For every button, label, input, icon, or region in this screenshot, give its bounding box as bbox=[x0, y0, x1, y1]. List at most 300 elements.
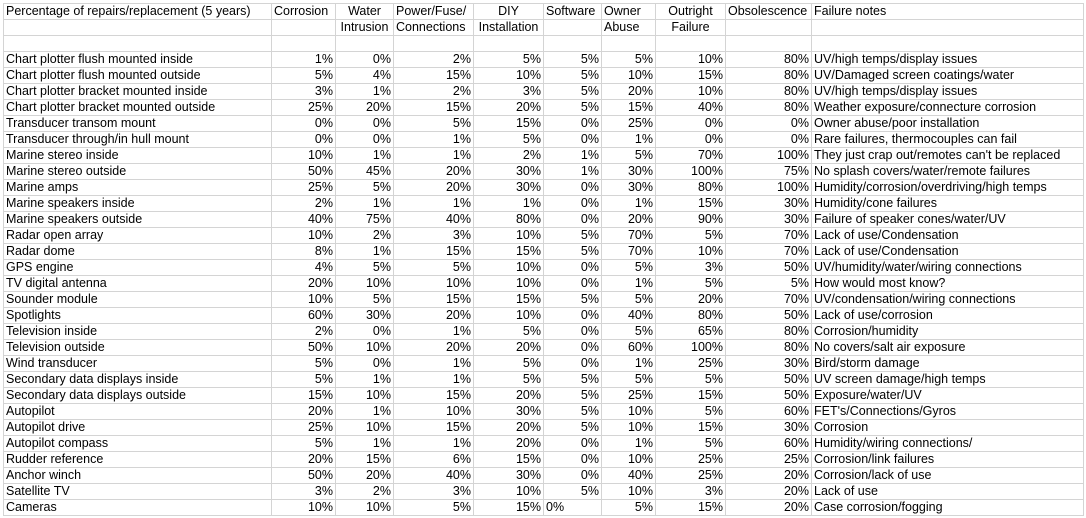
obsolescence-cell[interactable]: 30% bbox=[726, 356, 812, 372]
water-intrusion-cell[interactable]: 5% bbox=[336, 260, 394, 276]
empty-cell[interactable] bbox=[336, 36, 394, 52]
water-intrusion-cell[interactable]: 20% bbox=[336, 100, 394, 116]
corrosion-cell[interactable]: 5% bbox=[272, 372, 336, 388]
power-connections-cell[interactable]: 3% bbox=[394, 228, 474, 244]
software-cell[interactable]: 5% bbox=[544, 420, 602, 436]
corrosion-cell[interactable]: 10% bbox=[272, 292, 336, 308]
power-connections-cell[interactable]: 5% bbox=[394, 116, 474, 132]
failure-notes-cell[interactable]: How would most know? bbox=[812, 276, 1084, 292]
obsolescence-cell[interactable]: 80% bbox=[726, 324, 812, 340]
outright-failure-cell[interactable]: 5% bbox=[656, 372, 726, 388]
outright-failure-cell[interactable]: 3% bbox=[656, 260, 726, 276]
software-cell[interactable]: 0% bbox=[544, 212, 602, 228]
software-cell[interactable]: 0% bbox=[544, 308, 602, 324]
corrosion-cell[interactable]: 1% bbox=[272, 52, 336, 68]
corrosion-cell[interactable]: 10% bbox=[272, 228, 336, 244]
obsolescence-cell[interactable]: 70% bbox=[726, 228, 812, 244]
water-intrusion-cell[interactable]: 10% bbox=[336, 340, 394, 356]
water-intrusion-cell[interactable]: 0% bbox=[336, 324, 394, 340]
corrosion-cell[interactable]: 10% bbox=[272, 148, 336, 164]
diy-installation-cell[interactable]: 10% bbox=[474, 260, 544, 276]
water-intrusion-cell[interactable]: 5% bbox=[336, 292, 394, 308]
software-cell[interactable]: 0% bbox=[544, 356, 602, 372]
corrosion-cell[interactable]: 3% bbox=[272, 84, 336, 100]
outright-failure-cell[interactable]: 0% bbox=[656, 132, 726, 148]
outright-failure-cell[interactable]: 5% bbox=[656, 276, 726, 292]
outright-failure-cell[interactable]: 100% bbox=[656, 340, 726, 356]
owner-abuse-cell[interactable]: 5% bbox=[602, 260, 656, 276]
obsolescence-cell[interactable]: 30% bbox=[726, 420, 812, 436]
water-intrusion-cell[interactable]: 45% bbox=[336, 164, 394, 180]
header-item[interactable]: Percentage of repairs/replacement (5 years) bbox=[4, 4, 272, 20]
diy-installation-cell[interactable]: 15% bbox=[474, 500, 544, 516]
software-cell[interactable]: 0% bbox=[544, 196, 602, 212]
obsolescence-cell[interactable]: 0% bbox=[726, 132, 812, 148]
empty-cell[interactable] bbox=[726, 36, 812, 52]
diy-installation-cell[interactable]: 10% bbox=[474, 228, 544, 244]
corrosion-cell[interactable]: 15% bbox=[272, 388, 336, 404]
owner-abuse-cell[interactable]: 5% bbox=[602, 372, 656, 388]
power-connections-cell[interactable]: 5% bbox=[394, 500, 474, 516]
item-cell[interactable]: Chart plotter flush mounted outside bbox=[4, 68, 272, 84]
item-cell[interactable]: Marine amps bbox=[4, 180, 272, 196]
owner-abuse-cell[interactable]: 10% bbox=[602, 68, 656, 84]
diy-installation-cell[interactable]: 15% bbox=[474, 452, 544, 468]
diy-installation-cell[interactable]: 15% bbox=[474, 116, 544, 132]
corrosion-cell[interactable]: 10% bbox=[272, 500, 336, 516]
diy-installation-cell[interactable]: 20% bbox=[474, 340, 544, 356]
power-connections-cell[interactable]: 40% bbox=[394, 468, 474, 484]
power-connections-cell[interactable]: 6% bbox=[394, 452, 474, 468]
software-cell[interactable]: 0% bbox=[544, 180, 602, 196]
failure-notes-cell[interactable]: Corrosion/lack of use bbox=[812, 468, 1084, 484]
header-cell[interactable] bbox=[726, 20, 812, 36]
water-intrusion-cell[interactable]: 1% bbox=[336, 84, 394, 100]
water-intrusion-cell[interactable]: 5% bbox=[336, 180, 394, 196]
corrosion-cell[interactable]: 2% bbox=[272, 324, 336, 340]
header-cell[interactable] bbox=[812, 20, 1084, 36]
obsolescence-cell[interactable]: 50% bbox=[726, 388, 812, 404]
empty-cell[interactable] bbox=[394, 36, 474, 52]
power-connections-cell[interactable]: 1% bbox=[394, 436, 474, 452]
obsolescence-cell[interactable]: 30% bbox=[726, 212, 812, 228]
diy-installation-cell[interactable]: 10% bbox=[474, 484, 544, 500]
owner-abuse-cell[interactable]: 25% bbox=[602, 388, 656, 404]
obsolescence-cell[interactable]: 80% bbox=[726, 100, 812, 116]
corrosion-cell[interactable]: 50% bbox=[272, 468, 336, 484]
software-cell[interactable]: 5% bbox=[544, 484, 602, 500]
software-cell[interactable]: 5% bbox=[544, 68, 602, 84]
water-intrusion-cell[interactable]: 10% bbox=[336, 276, 394, 292]
outright-failure-cell[interactable]: 15% bbox=[656, 68, 726, 84]
software-cell[interactable]: 5% bbox=[544, 388, 602, 404]
failure-notes-cell[interactable]: Exposure/water/UV bbox=[812, 388, 1084, 404]
corrosion-cell[interactable]: 0% bbox=[272, 132, 336, 148]
power-connections-cell[interactable]: 15% bbox=[394, 420, 474, 436]
power-connections-cell[interactable]: 15% bbox=[394, 388, 474, 404]
header-diy-2[interactable]: Installation bbox=[474, 20, 544, 36]
diy-installation-cell[interactable]: 20% bbox=[474, 420, 544, 436]
owner-abuse-cell[interactable]: 10% bbox=[602, 452, 656, 468]
failure-notes-cell[interactable]: UV/Damaged screen coatings/water bbox=[812, 68, 1084, 84]
software-cell[interactable]: 5% bbox=[544, 84, 602, 100]
item-cell[interactable]: Marine stereo inside bbox=[4, 148, 272, 164]
header-obsolescence[interactable]: Obsolescence bbox=[726, 4, 812, 20]
corrosion-cell[interactable]: 3% bbox=[272, 484, 336, 500]
owner-abuse-cell[interactable]: 15% bbox=[602, 100, 656, 116]
corrosion-cell[interactable]: 25% bbox=[272, 100, 336, 116]
item-cell[interactable]: Autopilot compass bbox=[4, 436, 272, 452]
header-outright-2[interactable]: Failure bbox=[656, 20, 726, 36]
outright-failure-cell[interactable]: 100% bbox=[656, 164, 726, 180]
owner-abuse-cell[interactable]: 10% bbox=[602, 420, 656, 436]
power-connections-cell[interactable]: 1% bbox=[394, 356, 474, 372]
obsolescence-cell[interactable]: 60% bbox=[726, 404, 812, 420]
header-diy[interactable]: DIY bbox=[474, 4, 544, 20]
corrosion-cell[interactable]: 50% bbox=[272, 164, 336, 180]
power-connections-cell[interactable]: 5% bbox=[394, 260, 474, 276]
diy-installation-cell[interactable]: 30% bbox=[474, 164, 544, 180]
obsolescence-cell[interactable]: 75% bbox=[726, 164, 812, 180]
header-water[interactable]: Water bbox=[336, 4, 394, 20]
software-cell[interactable]: 0% bbox=[544, 436, 602, 452]
power-connections-cell[interactable]: 15% bbox=[394, 68, 474, 84]
obsolescence-cell[interactable]: 100% bbox=[726, 180, 812, 196]
empty-cell[interactable] bbox=[4, 36, 272, 52]
water-intrusion-cell[interactable]: 0% bbox=[336, 356, 394, 372]
water-intrusion-cell[interactable]: 10% bbox=[336, 388, 394, 404]
software-cell[interactable]: 1% bbox=[544, 148, 602, 164]
empty-cell[interactable] bbox=[272, 36, 336, 52]
water-intrusion-cell[interactable]: 10% bbox=[336, 420, 394, 436]
owner-abuse-cell[interactable]: 10% bbox=[602, 404, 656, 420]
outright-failure-cell[interactable]: 25% bbox=[656, 356, 726, 372]
water-intrusion-cell[interactable]: 2% bbox=[336, 484, 394, 500]
empty-cell[interactable] bbox=[656, 36, 726, 52]
corrosion-cell[interactable]: 2% bbox=[272, 196, 336, 212]
owner-abuse-cell[interactable]: 60% bbox=[602, 340, 656, 356]
failure-notes-cell[interactable]: Humidity/wiring connections/ bbox=[812, 436, 1084, 452]
corrosion-cell[interactable]: 20% bbox=[272, 452, 336, 468]
empty-cell[interactable] bbox=[474, 36, 544, 52]
power-connections-cell[interactable]: 20% bbox=[394, 180, 474, 196]
empty-cell[interactable] bbox=[602, 36, 656, 52]
corrosion-cell[interactable]: 5% bbox=[272, 68, 336, 84]
item-cell[interactable]: Sounder module bbox=[4, 292, 272, 308]
obsolescence-cell[interactable]: 50% bbox=[726, 260, 812, 276]
software-cell[interactable]: 5% bbox=[544, 372, 602, 388]
outright-failure-cell[interactable]: 15% bbox=[656, 196, 726, 212]
failure-notes-cell[interactable]: Case corrosion/fogging bbox=[812, 500, 1084, 516]
water-intrusion-cell[interactable]: 30% bbox=[336, 308, 394, 324]
header-cell[interactable] bbox=[4, 20, 272, 36]
diy-installation-cell[interactable]: 20% bbox=[474, 436, 544, 452]
owner-abuse-cell[interactable]: 1% bbox=[602, 196, 656, 212]
obsolescence-cell[interactable]: 20% bbox=[726, 468, 812, 484]
failure-notes-cell[interactable]: They just crap out/remotes can't be replaced bbox=[812, 148, 1084, 164]
owner-abuse-cell[interactable]: 1% bbox=[602, 132, 656, 148]
item-cell[interactable]: Secondary data displays outside bbox=[4, 388, 272, 404]
water-intrusion-cell[interactable]: 0% bbox=[336, 132, 394, 148]
water-intrusion-cell[interactable]: 2% bbox=[336, 228, 394, 244]
corrosion-cell[interactable]: 20% bbox=[272, 276, 336, 292]
header-power-2[interactable]: Connections bbox=[394, 20, 474, 36]
owner-abuse-cell[interactable]: 40% bbox=[602, 308, 656, 324]
item-cell[interactable]: Television inside bbox=[4, 324, 272, 340]
outright-failure-cell[interactable]: 80% bbox=[656, 308, 726, 324]
outright-failure-cell[interactable]: 15% bbox=[656, 388, 726, 404]
diy-installation-cell[interactable]: 1% bbox=[474, 196, 544, 212]
diy-installation-cell[interactable]: 15% bbox=[474, 244, 544, 260]
failure-notes-cell[interactable]: Weather exposure/connecture corrosion bbox=[812, 100, 1084, 116]
outright-failure-cell[interactable]: 3% bbox=[656, 484, 726, 500]
power-connections-cell[interactable]: 15% bbox=[394, 100, 474, 116]
power-connections-cell[interactable]: 20% bbox=[394, 308, 474, 324]
header-outright[interactable]: Outright bbox=[656, 4, 726, 20]
item-cell[interactable]: Autopilot drive bbox=[4, 420, 272, 436]
item-cell[interactable]: Marine stereo outside bbox=[4, 164, 272, 180]
corrosion-cell[interactable]: 25% bbox=[272, 180, 336, 196]
obsolescence-cell[interactable]: 50% bbox=[726, 308, 812, 324]
software-cell[interactable]: 0% bbox=[544, 452, 602, 468]
item-cell[interactable]: Radar dome bbox=[4, 244, 272, 260]
water-intrusion-cell[interactable]: 15% bbox=[336, 452, 394, 468]
corrosion-cell[interactable]: 20% bbox=[272, 404, 336, 420]
diy-installation-cell[interactable]: 15% bbox=[474, 292, 544, 308]
software-cell[interactable]: 0% bbox=[544, 132, 602, 148]
failure-notes-cell[interactable]: UV screen damage/high temps bbox=[812, 372, 1084, 388]
corrosion-cell[interactable]: 60% bbox=[272, 308, 336, 324]
water-intrusion-cell[interactable]: 1% bbox=[336, 148, 394, 164]
software-cell[interactable]: 5% bbox=[544, 52, 602, 68]
obsolescence-cell[interactable]: 20% bbox=[726, 484, 812, 500]
owner-abuse-cell[interactable]: 10% bbox=[602, 484, 656, 500]
failure-notes-cell[interactable]: Humidity/cone failures bbox=[812, 196, 1084, 212]
header-notes[interactable]: Failure notes bbox=[812, 4, 1084, 20]
software-cell[interactable]: 5% bbox=[544, 244, 602, 260]
owner-abuse-cell[interactable]: 30% bbox=[602, 180, 656, 196]
outright-failure-cell[interactable]: 25% bbox=[656, 468, 726, 484]
outright-failure-cell[interactable]: 25% bbox=[656, 452, 726, 468]
corrosion-cell[interactable]: 5% bbox=[272, 436, 336, 452]
water-intrusion-cell[interactable]: 1% bbox=[336, 436, 394, 452]
item-cell[interactable]: Cameras bbox=[4, 500, 272, 516]
owner-abuse-cell[interactable]: 5% bbox=[602, 324, 656, 340]
item-cell[interactable]: Wind transducer bbox=[4, 356, 272, 372]
software-cell[interactable]: 0% bbox=[544, 276, 602, 292]
corrosion-cell[interactable]: 8% bbox=[272, 244, 336, 260]
power-connections-cell[interactable]: 40% bbox=[394, 212, 474, 228]
diy-installation-cell[interactable]: 2% bbox=[474, 148, 544, 164]
corrosion-cell[interactable]: 25% bbox=[272, 420, 336, 436]
software-cell[interactable]: 5% bbox=[544, 404, 602, 420]
power-connections-cell[interactable]: 2% bbox=[394, 84, 474, 100]
item-cell[interactable]: Chart plotter bracket mounted inside bbox=[4, 84, 272, 100]
outright-failure-cell[interactable]: 90% bbox=[656, 212, 726, 228]
power-connections-cell[interactable]: 3% bbox=[394, 484, 474, 500]
power-connections-cell[interactable]: 15% bbox=[394, 244, 474, 260]
item-cell[interactable]: Satellite TV bbox=[4, 484, 272, 500]
item-cell[interactable]: Television outside bbox=[4, 340, 272, 356]
diy-installation-cell[interactable]: 30% bbox=[474, 404, 544, 420]
item-cell[interactable]: Autopilot bbox=[4, 404, 272, 420]
outright-failure-cell[interactable]: 65% bbox=[656, 324, 726, 340]
header-owner[interactable]: Owner bbox=[602, 4, 656, 20]
water-intrusion-cell[interactable]: 0% bbox=[336, 116, 394, 132]
owner-abuse-cell[interactable]: 70% bbox=[602, 228, 656, 244]
diy-installation-cell[interactable]: 5% bbox=[474, 324, 544, 340]
power-connections-cell[interactable]: 20% bbox=[394, 164, 474, 180]
water-intrusion-cell[interactable]: 4% bbox=[336, 68, 394, 84]
corrosion-cell[interactable]: 0% bbox=[272, 116, 336, 132]
header-cell[interactable] bbox=[544, 20, 602, 36]
owner-abuse-cell[interactable]: 20% bbox=[602, 84, 656, 100]
item-cell[interactable]: Spotlights bbox=[4, 308, 272, 324]
software-cell[interactable]: 5% bbox=[544, 228, 602, 244]
water-intrusion-cell[interactable]: 1% bbox=[336, 244, 394, 260]
water-intrusion-cell[interactable]: 0% bbox=[336, 52, 394, 68]
obsolescence-cell[interactable]: 25% bbox=[726, 452, 812, 468]
owner-abuse-cell[interactable]: 20% bbox=[602, 212, 656, 228]
obsolescence-cell[interactable]: 30% bbox=[726, 196, 812, 212]
diy-installation-cell[interactable]: 5% bbox=[474, 52, 544, 68]
water-intrusion-cell[interactable]: 1% bbox=[336, 404, 394, 420]
obsolescence-cell[interactable]: 5% bbox=[726, 276, 812, 292]
diy-installation-cell[interactable]: 5% bbox=[474, 132, 544, 148]
obsolescence-cell[interactable]: 50% bbox=[726, 372, 812, 388]
software-cell[interactable]: 0% bbox=[544, 260, 602, 276]
power-connections-cell[interactable]: 1% bbox=[394, 148, 474, 164]
software-cell[interactable]: 0% bbox=[544, 340, 602, 356]
obsolescence-cell[interactable]: 70% bbox=[726, 292, 812, 308]
power-connections-cell[interactable]: 10% bbox=[394, 276, 474, 292]
failure-notes-cell[interactable]: UV/humidity/water/wiring connections bbox=[812, 260, 1084, 276]
item-cell[interactable]: Anchor winch bbox=[4, 468, 272, 484]
power-connections-cell[interactable]: 10% bbox=[394, 404, 474, 420]
diy-installation-cell[interactable]: 20% bbox=[474, 100, 544, 116]
outright-failure-cell[interactable]: 10% bbox=[656, 244, 726, 260]
owner-abuse-cell[interactable]: 70% bbox=[602, 244, 656, 260]
power-connections-cell[interactable]: 1% bbox=[394, 324, 474, 340]
failure-notes-cell[interactable]: Lack of use bbox=[812, 484, 1084, 500]
owner-abuse-cell[interactable]: 1% bbox=[602, 356, 656, 372]
obsolescence-cell[interactable]: 80% bbox=[726, 340, 812, 356]
obsolescence-cell[interactable]: 0% bbox=[726, 116, 812, 132]
empty-cell[interactable] bbox=[544, 36, 602, 52]
failure-notes-cell[interactable]: No splash covers/water/remote failures bbox=[812, 164, 1084, 180]
empty-cell[interactable] bbox=[812, 36, 1084, 52]
item-cell[interactable]: Chart plotter bracket mounted outside bbox=[4, 100, 272, 116]
diy-installation-cell[interactable]: 5% bbox=[474, 372, 544, 388]
power-connections-cell[interactable]: 15% bbox=[394, 292, 474, 308]
diy-installation-cell[interactable]: 10% bbox=[474, 276, 544, 292]
diy-installation-cell[interactable]: 3% bbox=[474, 84, 544, 100]
obsolescence-cell[interactable]: 20% bbox=[726, 500, 812, 516]
item-cell[interactable]: TV digital antenna bbox=[4, 276, 272, 292]
software-cell[interactable]: 0% bbox=[544, 324, 602, 340]
owner-abuse-cell[interactable]: 5% bbox=[602, 148, 656, 164]
owner-abuse-cell[interactable]: 1% bbox=[602, 276, 656, 292]
outright-failure-cell[interactable]: 5% bbox=[656, 404, 726, 420]
outright-failure-cell[interactable]: 5% bbox=[656, 436, 726, 452]
failure-notes-cell[interactable]: Lack of use/Condensation bbox=[812, 228, 1084, 244]
item-cell[interactable]: Marine speakers inside bbox=[4, 196, 272, 212]
failure-notes-cell[interactable]: Corrosion/humidity bbox=[812, 324, 1084, 340]
corrosion-cell[interactable]: 50% bbox=[272, 340, 336, 356]
outright-failure-cell[interactable]: 10% bbox=[656, 84, 726, 100]
outright-failure-cell[interactable]: 5% bbox=[656, 228, 726, 244]
corrosion-cell[interactable]: 40% bbox=[272, 212, 336, 228]
power-connections-cell[interactable]: 1% bbox=[394, 132, 474, 148]
power-connections-cell[interactable]: 20% bbox=[394, 340, 474, 356]
water-intrusion-cell[interactable]: 20% bbox=[336, 468, 394, 484]
outright-failure-cell[interactable]: 15% bbox=[656, 420, 726, 436]
water-intrusion-cell[interactable]: 75% bbox=[336, 212, 394, 228]
diy-installation-cell[interactable]: 30% bbox=[474, 468, 544, 484]
obsolescence-cell[interactable]: 100% bbox=[726, 148, 812, 164]
failure-notes-cell[interactable]: FET's/Connections/Gyros bbox=[812, 404, 1084, 420]
diy-installation-cell[interactable]: 20% bbox=[474, 388, 544, 404]
header-owner-2[interactable]: Abuse bbox=[602, 20, 656, 36]
obsolescence-cell[interactable]: 70% bbox=[726, 244, 812, 260]
failure-notes-cell[interactable]: UV/high temps/display issues bbox=[812, 84, 1084, 100]
owner-abuse-cell[interactable]: 5% bbox=[602, 292, 656, 308]
corrosion-cell[interactable]: 4% bbox=[272, 260, 336, 276]
outright-failure-cell[interactable]: 10% bbox=[656, 52, 726, 68]
failure-notes-cell[interactable]: No covers/salt air exposure bbox=[812, 340, 1084, 356]
failure-notes-cell[interactable]: Corrosion/link failures bbox=[812, 452, 1084, 468]
diy-installation-cell[interactable]: 10% bbox=[474, 68, 544, 84]
software-cell[interactable]: 1% bbox=[544, 164, 602, 180]
item-cell[interactable]: Transducer through/in hull mount bbox=[4, 132, 272, 148]
item-cell[interactable]: Radar open array bbox=[4, 228, 272, 244]
failure-notes-cell[interactable]: Corrosion bbox=[812, 420, 1084, 436]
obsolescence-cell[interactable]: 80% bbox=[726, 68, 812, 84]
owner-abuse-cell[interactable]: 30% bbox=[602, 164, 656, 180]
water-intrusion-cell[interactable]: 1% bbox=[336, 372, 394, 388]
software-cell[interactable]: 5% bbox=[544, 100, 602, 116]
header-cell[interactable] bbox=[272, 20, 336, 36]
item-cell[interactable]: Chart plotter flush mounted inside bbox=[4, 52, 272, 68]
software-cell[interactable]: 5% bbox=[544, 292, 602, 308]
owner-abuse-cell[interactable]: 5% bbox=[602, 500, 656, 516]
diy-installation-cell[interactable]: 80% bbox=[474, 212, 544, 228]
diy-installation-cell[interactable]: 5% bbox=[474, 356, 544, 372]
diy-installation-cell[interactable]: 30% bbox=[474, 180, 544, 196]
software-cell[interactable]: 0% bbox=[544, 500, 602, 516]
failure-notes-cell[interactable]: Lack of use/Condensation bbox=[812, 244, 1084, 260]
header-corrosion[interactable]: Corrosion bbox=[272, 4, 336, 20]
item-cell[interactable]: Transducer transom mount bbox=[4, 116, 272, 132]
outright-failure-cell[interactable]: 80% bbox=[656, 180, 726, 196]
power-connections-cell[interactable]: 1% bbox=[394, 372, 474, 388]
outright-failure-cell[interactable]: 70% bbox=[656, 148, 726, 164]
owner-abuse-cell[interactable]: 40% bbox=[602, 468, 656, 484]
corrosion-cell[interactable]: 5% bbox=[272, 356, 336, 372]
failure-notes-cell[interactable]: Lack of use/corrosion bbox=[812, 308, 1084, 324]
diy-installation-cell[interactable]: 10% bbox=[474, 308, 544, 324]
power-connections-cell[interactable]: 2% bbox=[394, 52, 474, 68]
outright-failure-cell[interactable]: 0% bbox=[656, 116, 726, 132]
failure-notes-cell[interactable]: Humidity/corrosion/overdriving/high temps bbox=[812, 180, 1084, 196]
owner-abuse-cell[interactable]: 5% bbox=[602, 52, 656, 68]
obsolescence-cell[interactable]: 80% bbox=[726, 84, 812, 100]
outright-failure-cell[interactable]: 15% bbox=[656, 500, 726, 516]
failure-notes-cell[interactable]: UV/high temps/display issues bbox=[812, 52, 1084, 68]
owner-abuse-cell[interactable]: 1% bbox=[602, 436, 656, 452]
header-software[interactable]: Software bbox=[544, 4, 602, 20]
item-cell[interactable]: Marine speakers outside bbox=[4, 212, 272, 228]
